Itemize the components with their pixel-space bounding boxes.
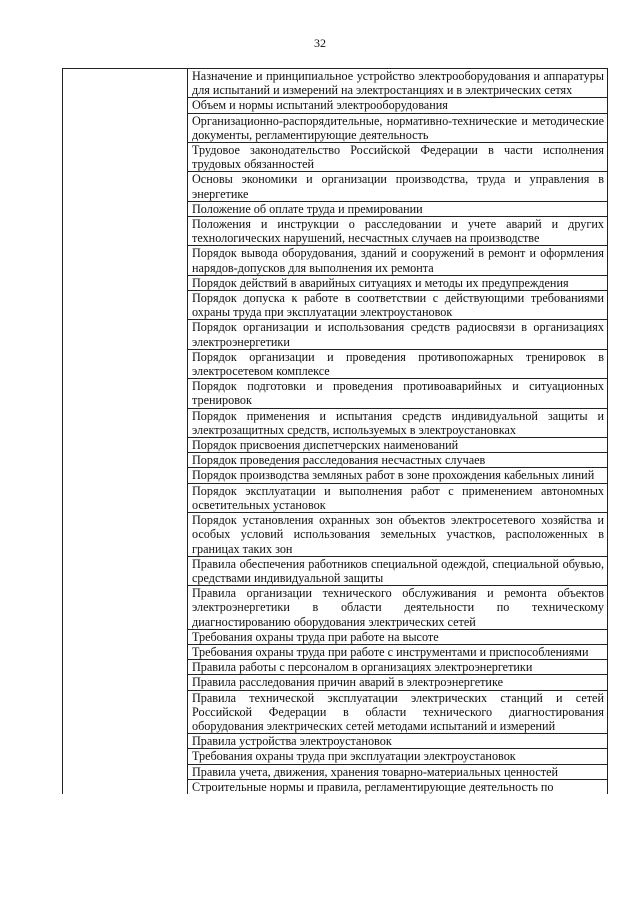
knowledge-item-cell: Порядок эксплуатации и выполнения работ с применением автономных осветительных установок	[188, 483, 608, 512]
knowledge-item-cell: Организационно-распорядительные, нормативно-технические и методические документы, регламентирующие деятельность	[188, 113, 608, 142]
knowledge-item-cell: Порядок подготовки и проведения противоаварийных и ситуационных тренировок	[188, 379, 608, 408]
knowledge-item-cell: Порядок присвоения диспетчерских наименований	[188, 438, 608, 453]
knowledge-item-cell: Правила учета, движения, хранения товарно-материальных ценностей	[188, 764, 608, 779]
knowledge-item-cell: Требования охраны труда при работе на высоте	[188, 629, 608, 644]
knowledge-item-cell: Порядок организации и проведения противопожарных тренировок в электросетевом комплексе	[188, 349, 608, 378]
knowledge-item-cell: Трудовое законодательство Российской Федерации в части исполнения трудовых обязанностей	[188, 143, 608, 172]
knowledge-item-cell: Требования охраны труда при работе с инструментами и приспособлениями	[188, 644, 608, 659]
left-column-cell	[63, 69, 188, 794]
knowledge-item-cell: Порядок проведения расследования несчастных случаев	[188, 453, 608, 468]
knowledge-item-cell: Порядок действий в аварийных ситуациях и методы их предупреждения	[188, 275, 608, 290]
knowledge-item-cell: Правила организации технического обслуживания и ремонта объектов электроэнергетики в области деятельности по техническому диагностированию оборудования электрических сетей	[188, 586, 608, 630]
requirements-table	[62, 68, 608, 794]
knowledge-item-cell: Порядок допуска к работе в соответствии с действующими требованиями охраны труда при эксплуатации электроустановок	[188, 291, 608, 320]
knowledge-item-cell: Правила технической эксплуатации электрических станций и сетей Российской Федерации в области технического диагностирования оборудования электрических сетей методами испытаний и измерений	[188, 690, 608, 734]
knowledge-item-cell: Порядок производства земляных работ в зоне прохождения кабельных линий	[188, 468, 608, 483]
knowledge-item-cell: Порядок вывода оборудования, зданий и сооружений в ремонт и оформления нарядов-допусков для выполнения их ремонта	[188, 246, 608, 275]
knowledge-item-cell: Порядок применения и испытания средств индивидуальной защиты и электрозащитных средств, используемых в электроустановках	[188, 408, 608, 437]
knowledge-item-cell: Порядок установления охранных зон объектов электросетевого хозяйства и особых условий использования земельных участков, расположенных в границах таких зон	[188, 513, 608, 557]
page-number: 32	[314, 36, 326, 50]
knowledge-item-cell: Порядок организации и использования средств радиосвязи в организациях электроэнергетики	[188, 320, 608, 349]
knowledge-item-cell: Положения и инструкции о расследовании и учете аварий и других технологических нарушений, несчастных случаев на производстве	[188, 217, 608, 246]
table-body	[63, 69, 608, 794]
knowledge-item-cell: Строительные нормы и правила, регламентирующие деятельность по	[188, 779, 608, 794]
knowledge-item-cell: Основы экономики и организации производства, труда и управления в энергетике	[188, 172, 608, 201]
knowledge-item-cell: Положение об оплате труда и премировании	[188, 201, 608, 216]
table-row	[63, 69, 608, 98]
knowledge-item-cell: Назначение и принципиальное устройство электрооборудования и аппаратуры для испытаний и измерений на электростанциях и в электрических сетях	[188, 69, 608, 98]
knowledge-item-cell: Правила работы с персоналом в организациях электроэнергетики	[188, 660, 608, 675]
knowledge-item-cell: Правила устройства электроустановок	[188, 734, 608, 749]
knowledge-item-cell: Требования охраны труда при эксплуатации электроустановок	[188, 749, 608, 764]
knowledge-item-cell: Объем и нормы испытаний электрооборудования	[188, 98, 608, 113]
knowledge-item-cell: Правила обеспечения работников специальной одеждой, специальной обувью, средствами индивидуальной защиты	[188, 556, 608, 585]
knowledge-item-cell: Правила расследования причин аварий в электроэнергетике	[188, 675, 608, 690]
